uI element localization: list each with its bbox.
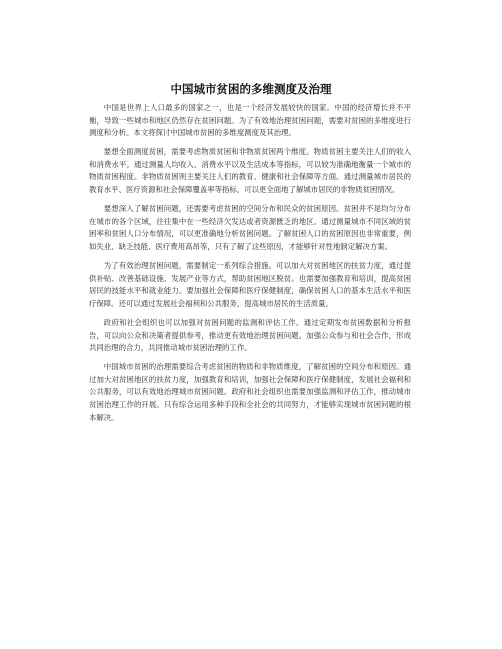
document-body	[89, 102, 411, 431]
document-title: 中国城市贫困的多维测度及治理	[170, 82, 332, 96]
paragraph-4: 为了有效治理贫困问题，需要制定一系列综合措施。可以加大对贫困地区的扶贫力度，通过提供补贴、改善基础设施、发展产业等方式，帮助贫困地区脱贫。也需要加强教育和培训，提高贫困居民的技能水平和就业能力。要加强社会保障和医疗保健制度，确保贫困人口的基本生活水平和医疗保障。还可以通过发展社会福利和公共服务，提高城市居民的生活质量。	[89, 261, 411, 308]
paragraph-6: 中国城市贫困的治理需要综合考虑贫困的物质和非物质维度，了解贫困的空间分布和原因。通过加大对贫困地区的扶贫力度，加强教育和培训，加强社会保障和医疗保健制度，发展社会福利和公共服务，可以有效地治理城市贫困问题。政府和社会组织也需要加强监测和评估工作，推动城市贫困治理工作的开展。只有综合运用多种手段和全社会的共同努力，才能够实现城市贫困问题的根本解决。	[89, 362, 411, 422]
paragraph-1: 中国是世界上人口最多的国家之一，也是一个经济发展较快的国家。中国的经济增长并不平衡，导致一些城市和地区仍然存在贫困问题。为了有效地治理贫困问题，需要对贫困的多维度进行测度和分析。本文将探讨中国城市贫困的多维度测度及其治理。	[89, 103, 411, 138]
paragraph-3: 要想深入了解贫困问题，还需要考虑贫困的空间分布和民众的贫困原因。贫困并不是均匀分布在城市的各个区域，往往集中在一些经济欠发达或者资源匮乏的地区。通过测量城市不同区域的贫困率和贫困人口分布情况，可以更准确地分析贫困问题。了解贫困人口的贫困原因也非常重要，例如失业、缺乏技能、医疗费用高昂等，只有了解了这些原因，才能够针对性地制定解决方案。	[89, 204, 411, 251]
paragraph-5: 政府和社会组织也可以加强对贫困问题的监测和评估工作。通过定期发布贫困数据和分析报告，可以向公众和决策者提供参考，推动更有效地治理贫困问题。加强公众参与和社会合作，形成共同治理的合力，共同推动城市贫困治理的工作。	[89, 317, 411, 353]
paragraph-2: 要想全面测度贫困，需要考虑物质贫困和非物质贫困两个维度。物质贫困主要关注人们的收入和消费水平。通过测量人均收入、消费水平以及生活成本等指标，可以较为准确地衡量一个城市的物质贫困程度。非物质贫困则主要关注人们的教育、健康和社会保障等方面。通过测量城市居民的教育水平、医疗资源和社会保障覆盖率等指标，可以更全面地了解城市居民的非物质贫困情况。	[89, 147, 411, 195]
